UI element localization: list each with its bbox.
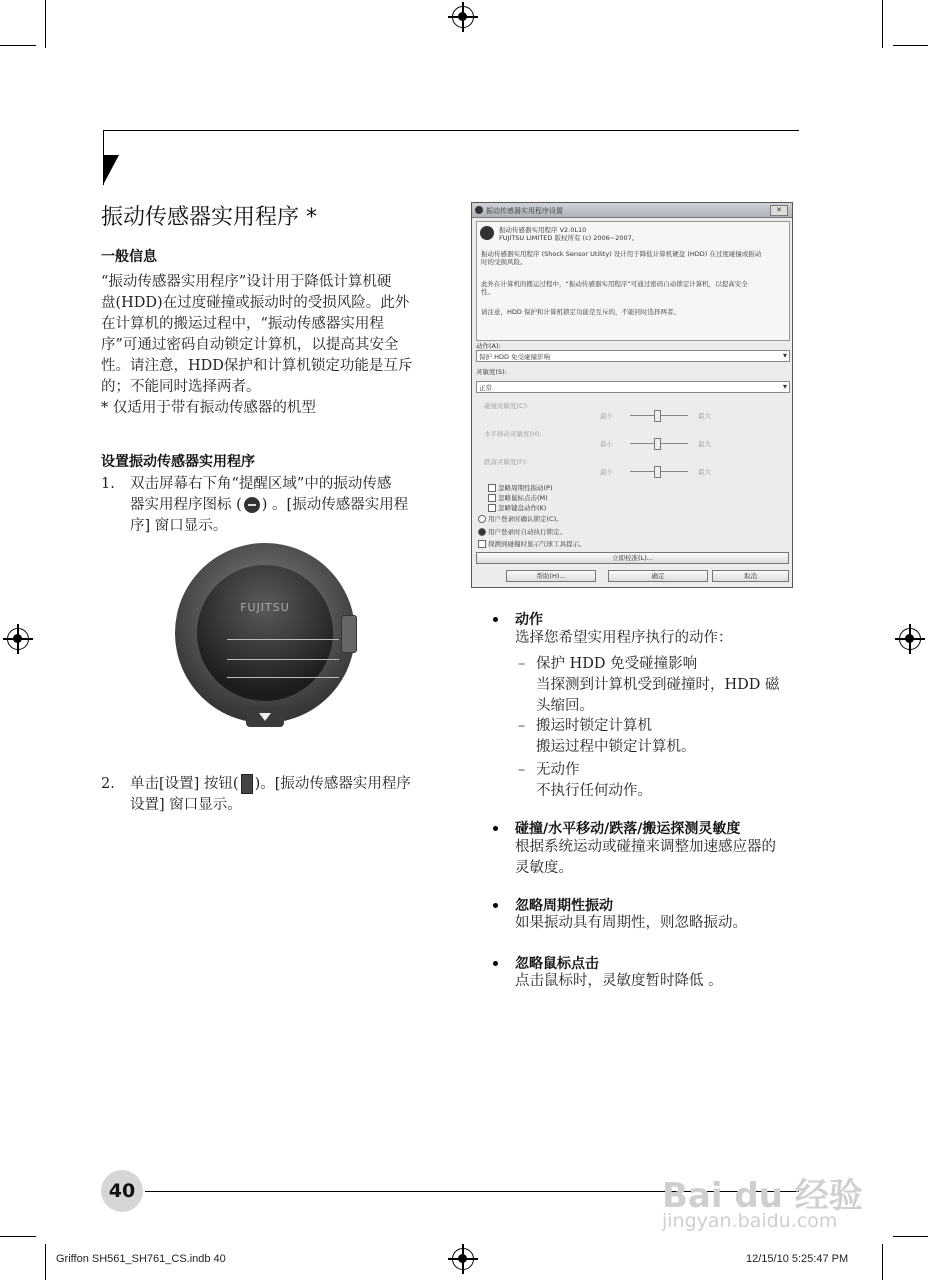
expand-arrow-icon[interactable] — [246, 707, 284, 727]
action-label: 动作(A): — [476, 342, 501, 350]
slider-label: 水平移动灵敏度(H): — [484, 430, 542, 438]
settings-button-icon — [241, 774, 253, 794]
page-title: 振动传感器实用程序 * — [101, 205, 317, 230]
text-line: 单击[设置] 按钮( )。[振动传感器实用程序 — [130, 776, 411, 792]
bullet-icon — [493, 903, 498, 908]
text-line: 盘(HDD)在过度碰撞或振动时的受损风险。此外 — [101, 295, 410, 311]
window-title-bar — [472, 203, 792, 218]
app-icon — [475, 206, 483, 214]
action-select[interactable] — [476, 350, 790, 362]
item-desc: 当探测到计算机受到碰撞时，HDD 磁 — [536, 677, 780, 693]
text-line: 序”可通过密码自动锁定计算机，以提高其安全 — [101, 337, 399, 353]
slider-thumb[interactable] — [654, 438, 661, 450]
text-line: 器实用程序图标 ( ) 。[振动传感器实用程 — [130, 497, 409, 513]
confirm-lock-radio[interactable]: 用户登录时确认锁定(C)。 — [478, 514, 563, 523]
bullet-action-title: 动作 — [515, 612, 543, 628]
item-desc: 不执行任何动作。 — [536, 783, 652, 799]
calibrate-button[interactable]: 立即校准(L)... — [476, 552, 789, 564]
sensitivity-value: 正常 — [479, 384, 492, 392]
info-line: 请注意，HDD 保护和计算机锁定功能是互斥的，不能同时选择两者。 — [481, 308, 680, 316]
gauge-line — [227, 639, 339, 640]
info-line: 此外在计算机的搬运过程中，“振动传感器实用程序”可通过密码自动锁定计算机，以提高安全 — [481, 280, 748, 288]
crop-mark — [882, 1244, 883, 1280]
text-line: 的；不能同时选择两者。 — [101, 379, 261, 395]
bullet-mouse-title: 忽略鼠标点击 — [515, 956, 599, 972]
action-item-none — [536, 760, 806, 802]
registration-mark-icon — [452, 1248, 474, 1270]
item-desc: 搬运过程中锁定计算机。 — [536, 739, 696, 755]
bullet-icon — [493, 826, 498, 831]
text-line: 双击屏幕右下角“提醒区域”中的振动传感 — [130, 476, 392, 492]
gauge-line — [227, 659, 339, 660]
action-value: 保护 HDD 免受碰撞影响 — [479, 353, 551, 361]
bullet-periodic-title: 忽略周期性振动 — [515, 898, 613, 914]
settings-button[interactable] — [341, 615, 357, 653]
footnote: * 仅适用于带有振动传感器的机型 — [101, 400, 316, 416]
bullet-sensitivity-desc — [515, 837, 805, 879]
auto-lock-radio[interactable]: 用户登录时自动执行锁定。 — [478, 527, 566, 536]
header-triangle-icon — [103, 155, 119, 185]
info-panel — [476, 221, 790, 341]
action-item-protect — [536, 654, 806, 717]
header-rule — [103, 130, 799, 131]
bullet-icon — [493, 617, 498, 622]
step-1 — [130, 474, 442, 537]
bullet-sensitivity-title: 碰撞/水平移动/跌落/搬运探测灵敏度 — [515, 821, 741, 837]
settings-window — [471, 202, 793, 588]
utility-tray-icon — [244, 497, 260, 513]
horizontal-slider[interactable] — [630, 443, 688, 444]
bullet-mouse-desc: 点击鼠标时，灵敏度暂时降低 。 — [515, 973, 723, 989]
balloon-checkbox[interactable]: 探测到碰撞时显示气球工具提示。 — [478, 539, 586, 548]
shock-sensor-gauge — [175, 543, 355, 723]
setup-heading: 设置振动传感器实用程序 — [101, 454, 255, 470]
text-line: 性。请注意，HDD保护和计算机锁定功能是互斥 — [101, 358, 413, 374]
slider-thumb[interactable] — [654, 466, 661, 478]
utility-logo-icon — [480, 226, 494, 240]
slider-label: 碰撞灵敏度(C): — [484, 402, 529, 410]
periodic-checkbox[interactable]: 忽略周期性振动(P) — [488, 483, 553, 492]
gauge-line — [227, 677, 339, 678]
registration-mark-icon — [899, 628, 921, 650]
step-2-number: 2. — [101, 776, 115, 792]
watermark-url: jingyan.baidu.com — [662, 1210, 838, 1232]
text-line: 设置] 窗口显示。 — [130, 797, 242, 813]
item-desc: 头缩回。 — [536, 698, 594, 714]
registration-mark-icon — [7, 628, 29, 650]
text-line: 灵敏度。 — [515, 860, 573, 876]
slider-min-label: 最小 — [600, 440, 613, 448]
general-paragraph — [101, 272, 441, 419]
close-button[interactable]: ✕ — [770, 205, 788, 216]
text-line: “振动传感器实用程序”设计用于降低计算机硬 — [101, 274, 392, 290]
bullet-icon — [493, 961, 498, 966]
sensitivity-select[interactable] — [476, 381, 790, 393]
crop-mark — [0, 1236, 36, 1237]
crop-mark — [893, 1236, 928, 1237]
dash: – — [518, 656, 526, 672]
crop-mark — [45, 0, 46, 48]
slider-max-label: 最大 — [698, 440, 711, 448]
text-line: 在计算机的搬运过程中，“振动传感器实用程 — [101, 316, 384, 332]
item-name: 保护 HDD 免受碰撞影响 — [536, 656, 698, 672]
slider-label: 跌落灵敏度(F): — [484, 458, 528, 466]
keyboard-checkbox[interactable]: 忽略键盘动作(K) — [488, 503, 546, 512]
crop-mark — [882, 0, 883, 48]
registration-mark-icon — [452, 6, 474, 28]
page-number: 40 — [101, 1170, 143, 1212]
slider-thumb[interactable] — [654, 410, 661, 422]
bullet-action-desc: 选择您希望实用程序执行的动作： — [515, 630, 733, 646]
dash: – — [518, 762, 526, 778]
slider-max-label: 最大 — [698, 412, 711, 420]
help-button[interactable]: 帮助(H)... — [506, 570, 596, 582]
action-item-lock — [536, 716, 806, 758]
shock-slider[interactable] — [630, 415, 688, 416]
info-line: 振动传感器实用程序 (Shock Sensor Utility) 设计用于降低计算机硬盘 (HDD) 在过度碰撞或振动 — [481, 250, 762, 258]
text-line: 根据系统运动或碰撞来调整加速感应器的 — [515, 839, 776, 855]
footer-file: Griffon SH561_SH761_CS.indb 40 — [56, 1253, 226, 1265]
step-1-number: 1. — [101, 476, 115, 492]
window-title: 振动传感器实用程序设置 — [486, 207, 563, 215]
crop-mark — [0, 45, 36, 46]
crop-mark — [45, 1244, 46, 1280]
general-heading: 一般信息 — [101, 249, 157, 265]
slider-min-label: 最小 — [600, 412, 613, 420]
bullet-periodic-desc: 如果振动具有周期性，则忽略振动。 — [515, 915, 747, 931]
ok-button[interactable]: 确定 — [608, 570, 708, 582]
dash: – — [518, 718, 526, 734]
step-2 — [130, 774, 442, 816]
sensitivity-label: 灵敏度(S): — [476, 368, 507, 376]
info-line: 时的受损风险。 — [481, 258, 527, 266]
mouse-checkbox[interactable]: 忽略鼠标点击(M) — [488, 493, 548, 502]
fall-slider[interactable] — [630, 471, 688, 472]
slider-min-label: 最小 — [600, 468, 613, 476]
crop-mark — [893, 45, 928, 46]
fujitsu-logo: FUJITSU — [240, 601, 290, 614]
info-line: FUJITSU LIMITED 版权所有 (c) 2006~2007。 — [499, 234, 639, 242]
text-line: 序] 窗口显示。 — [130, 518, 228, 534]
info-line: 振动传感器实用程序 V2.0L10 — [499, 226, 587, 234]
item-name: 无动作 — [536, 762, 580, 778]
footer-date: 12/15/10 5:25:47 PM — [746, 1253, 849, 1265]
gauge-face — [197, 565, 333, 701]
info-line: 性。 — [481, 288, 494, 296]
slider-max-label: 最大 — [698, 468, 711, 476]
cancel-button[interactable]: 取消 — [712, 570, 789, 582]
item-name: 搬运时锁定计算机 — [536, 718, 652, 734]
watermark-brand: Bai du 经验 — [662, 1176, 863, 1216]
